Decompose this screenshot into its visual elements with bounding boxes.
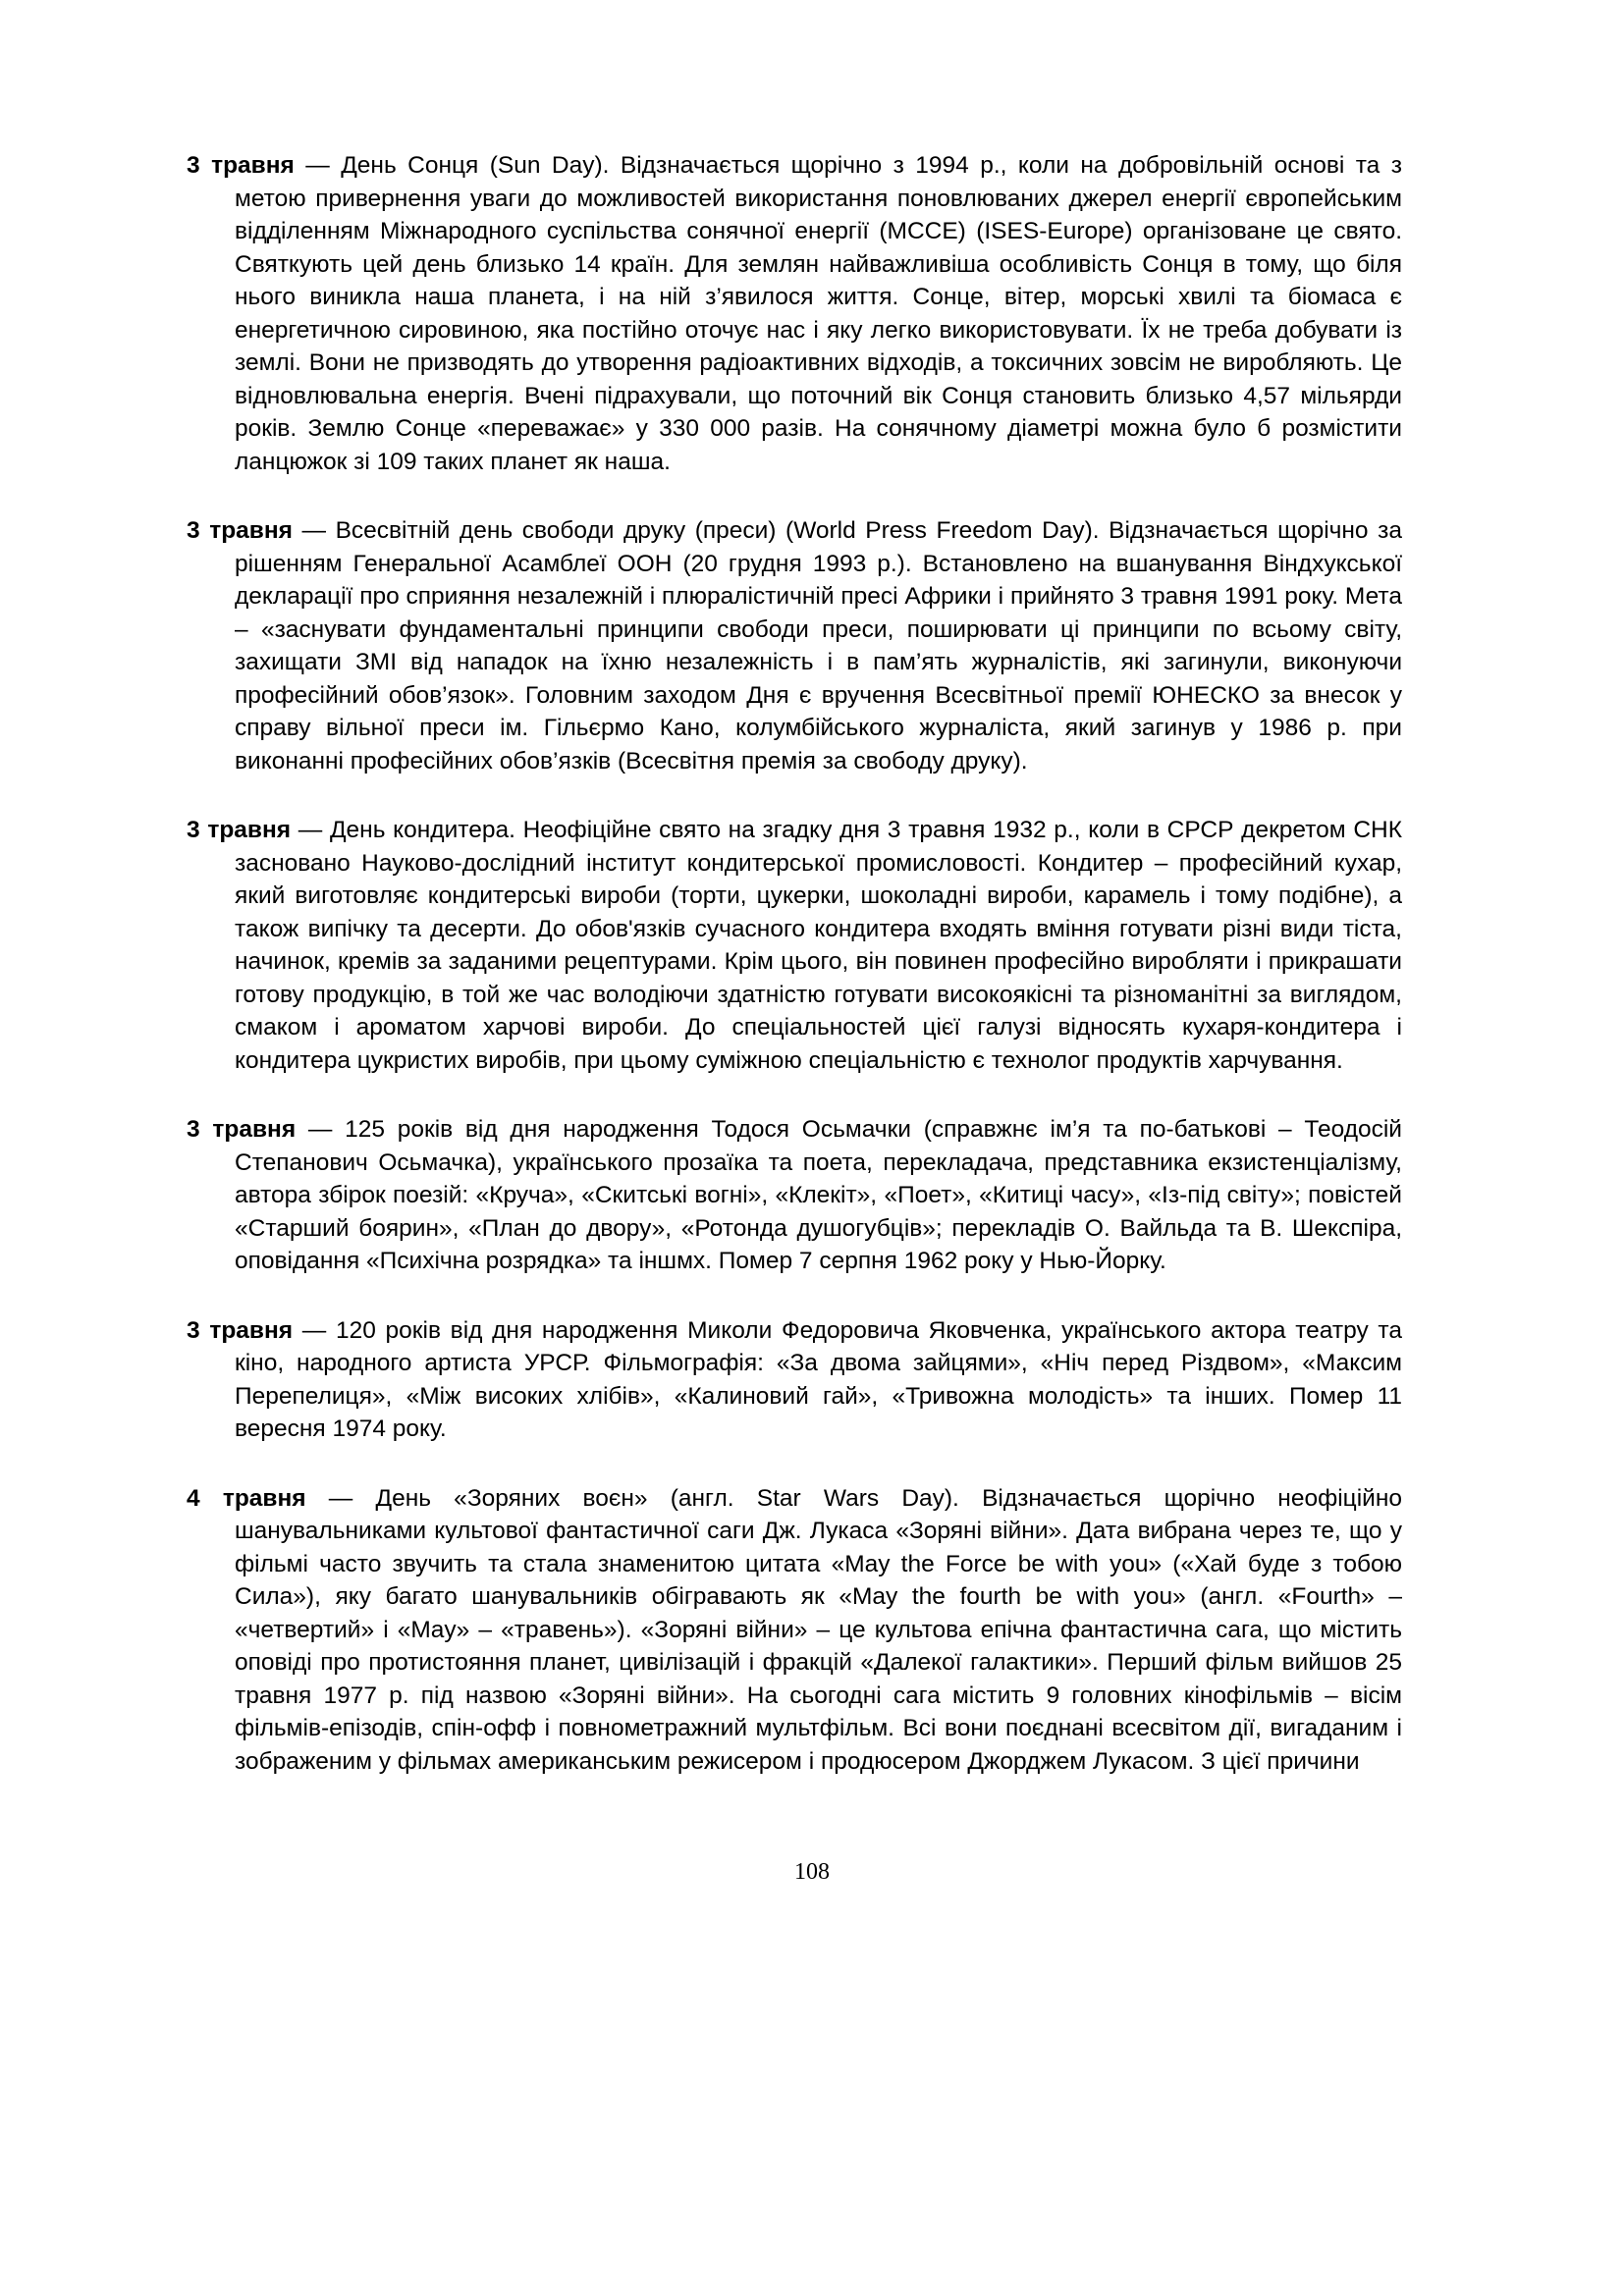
- entry-osmachka-anniversary: [187, 1113, 1402, 1278]
- entry-press-freedom-day: [187, 514, 1402, 777]
- entry-text: — 125 років від дня народження Тодося Осьмачки (справжнє ім’я та по-батькові – Теодосій Степанович Осьмачка), українського прозаїка та поета, перекладача, представника екзистенціалізму, автора збірок поезій: «Круча», «Скитські вогні», «Клекіт», «Поет», «Китиці часу», «Із-під світу»; повістей «Старший боярин», «План до двору», «Ротонда душогубців»; перекладів О. Вайльда та В. Шекспіра, оповідання «Психічна розрядка» та іншмх. Помер 7 серпня 1962 року у Нью-Йорку.: [235, 1116, 1402, 1274]
- entry-text: — Всесвітній день свободи друку (преси) (World Press Freedom Day). Відзначається щорічно за рішенням Генеральної Асамблеї ООН (20 грудня 1993 р.). Встановлено на вшанування Віндхукської декларації про сприяння незалежній і плюралістичній пресі Африки і прийнято 3 травня 1991 року. Мета – «заснувати фундаментальні принципи свободи преси, поширювати ці принципи по всьому світу, захищати ЗМІ від нападок на їхню незалежність і в пам’ять журналістів, які загинули, виконуючи професійний обов’язок». Головним заходом Дня є вручення Всесвітньої премії ЮНЕСКО за внесок у справу вільної преси ім. Гільєрмо Кано, колумбійського журналіста, який загинув у 1986 р. при виконанні професійних обов’язків (Всесвітня премія за свободу друку).: [235, 517, 1402, 774]
- entry-yakovchenko-anniversary: [187, 1314, 1402, 1446]
- entry-date: 3 травня: [187, 817, 292, 843]
- entry-text: — 120 років від дня народження Миколи Федоровича Яковченка, українського актора театру та кіно, народного артиста УРСР. Фільмографія: «За двома зайцями», «Ніч перед Різдвом», «Максим Перепелиця», «Між високих хлібів», «Калиновий гай», «Тривожна молодість» та інших. Помер 11 вересня 1974 року.: [235, 1316, 1402, 1442]
- entry-star-wars-day: [187, 1482, 1402, 1779]
- page-number: 108: [794, 1859, 830, 1885]
- entry-sun-day: [187, 149, 1402, 478]
- entry-date: 3 травня: [187, 152, 295, 179]
- entry-date: 3 травня: [187, 517, 293, 544]
- entry-confectioner-day: [187, 814, 1402, 1077]
- entry-date: 4 травня: [187, 1484, 306, 1512]
- entry-text: — День «Зоряних воєн» (англ. Star Wars Day). Відзначається щорічно неофіційно шанувальниками культової фантастичної саги Дж. Лукаса «Зоряні війни». Дата вибрана через те, що у фільмі часто звучить та стала знаменитою цитата «May the Force be with you» («Хай буде з тобою Сила»), яку багато шанувальників обігравають як «May the fourth be with you» (англ. «Fourth» – «четвертий» і «May» – «травень»). «Зоряні війни» – це культова епічна фантастична сага, що містить оповіді про протистояння планет, цивілізацій і фракцій «Далекої галактики». Перший фільм вийшов 25 травня 1977 р. під назвою «Зоряні війни». На сьогодні сага містить 9 головних кінофільмів – вісім фільмів-епізодів, спін-офф і повнометражний мультфільм. Всі вони поєднані всесвітом дії, вигаданим і зображеним у фільмах американським режисером і продюсером Джорджем Лукасом. З цієї причини: [235, 1484, 1402, 1775]
- entry-text: — День Сонця (Sun Day). Відзначається щорічно з 1994 р., коли на добровільній основі та з метою привернення уваги до можливостей використання поновлюваних джерел енергії європейським відділенням Міжнародного суспільства сонячної енергії (МССЕ) (ISES-Europe) організоване це свято. Святкують цей день близько 14 країн. Для землян найважливіша особливість Сонця в тому, що біля нього виникла наша планета, і на ній з’явилося життя. Сонце, вітер, морські хвилі та біомаса є енергетичною сировиною, яка постійно оточує нас і яку легко використовувати. Їх не треба добувати із землі. Вони не призводять до утворення радіоактивних відходів, а токсичних зовсім не виробляють. Це відновлювальна енергія. Вчені підрахували, що поточний вік Сонця становить близько 4,57 мільярди років. Землю Сонце «переважає» у 330 000 разів. На сонячному діаметрі можна було б розмістити ланцюжок зі 109 таких планет як наша.: [235, 152, 1402, 475]
- page-content: [187, 149, 1402, 1814]
- entry-text: — День кондитера. Неофіційне свято на згадку дня 3 травня 1932 р., коли в СРСР декретом СНК засновано Науково-дослідний інститут кондитерської промисловості. Кондитер – професійний кухар, який виготовляє кондитерські вироби (торти, цукерки, шоколадні вироби, карамель і тому подібне), а також випічку та десерти. До обов'язків сучасного кондитера входять вміння готувати різні види тіста, начинок, кремів за заданими рецептурами. Крім цього, він повинен професійно виробляти і прикрашати готову продукцію, в той же час володіючи здатністю готувати високоякісні та різноманітні за виглядом, смаком і ароматом харчові вироби. До спеціальностей цієї галузі відносять кухаря-кондитера і кондитера цукристих виробів, при цьому суміжною спеціальністю є технолог продуктів харчування.: [235, 817, 1402, 1074]
- entry-date: 3 травня: [187, 1316, 294, 1344]
- entry-date: 3 травня: [187, 1116, 297, 1143]
